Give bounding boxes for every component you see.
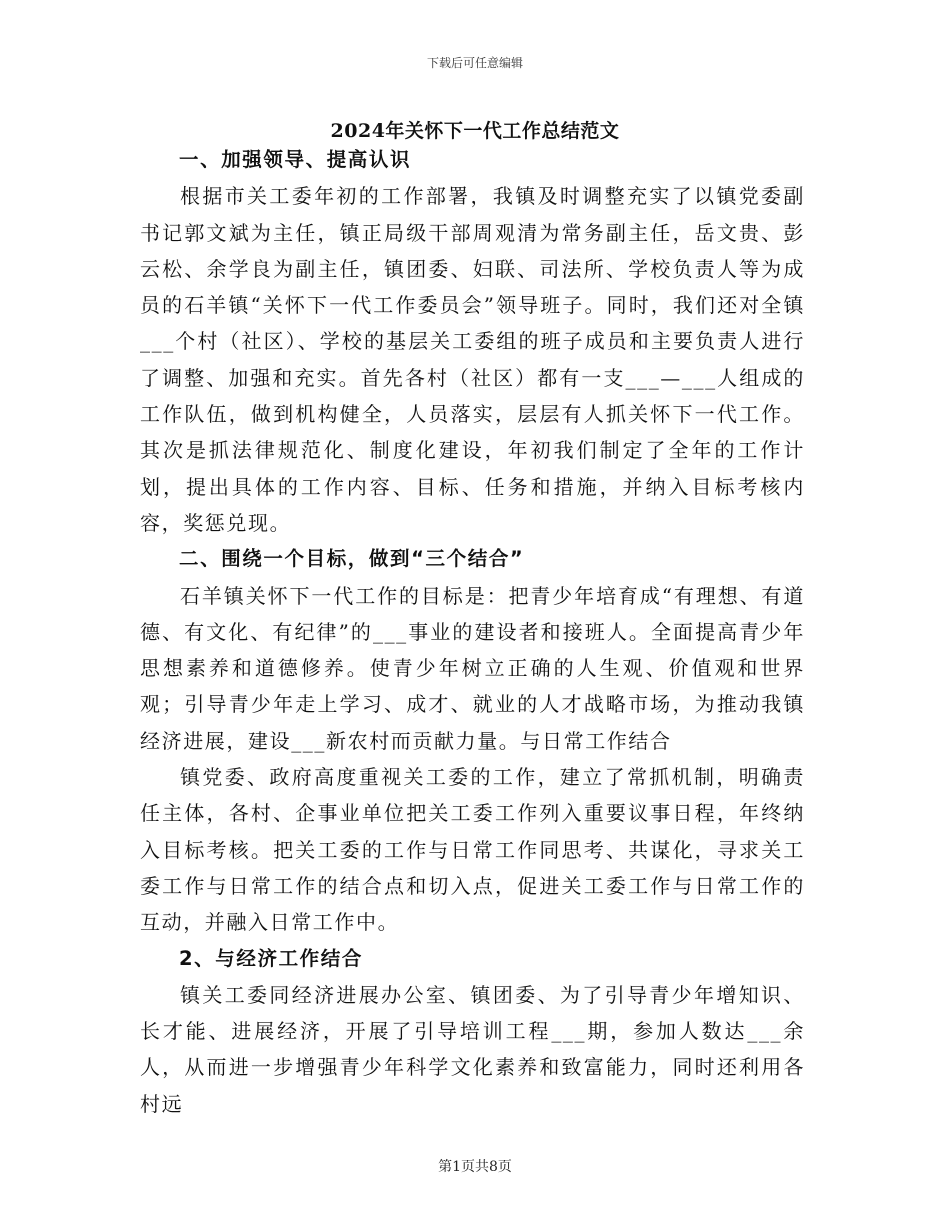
paragraph-3: 镇党委、政府高度重视关工委的工作，建立了常抓机制，明确责任主体，各村、企事业单位把关工委工作列入重要议事日程，年终纳入目标考核。把关工委的工作与日常工作同思考、共谋化，寻求关工委工作与日常工作的结合点和切入点，促进关工委工作与日常工作的互动，并融入日常工作中。 xyxy=(140,765,805,935)
section-heading-2: 二、围绕一个目标，做到“三个结合” xyxy=(179,547,525,571)
paragraph-4: 镇关工委同经济进展办公室、镇团委、为了引导青少年增知识、长才能、进展经济，开展了引导培训工程___期，参加人数达___余人，从而进一步增强青少年科学文化素养和致富能力，同时还利用各村远 xyxy=(140,982,805,1116)
document-title: 2024年关怀下一代工作总结范文 xyxy=(330,120,620,142)
page-header-note: 下载后可任意编辑 xyxy=(426,56,523,70)
section-heading-3: 2、与经济工作结合 xyxy=(179,946,363,970)
page-number-footer: 第1页共8页 xyxy=(438,1159,512,1175)
paragraph-2: 石羊镇关怀下一代工作的目标是：把青少年培育成“有理想、有道德、有文化、有纪律”的___事业的建设者和接班人。全面提高青少年思想素养和道德修养。使青少年树立正确的人生观、价值观和世界观；引导青少年走上学习、成才、就业的人才战略市场，为推动我镇经济进展，建设___新农村而贡献力量。与日常工作结合 xyxy=(140,583,805,753)
paragraph-1: 根据市关工委年初的工作部署，我镇及时调整充实了以镇党委副书记郭文斌为主任，镇正局级干部周观清为常务副主任，岳文贵、彭云松、余学良为副主任，镇团委、妇联、司法所、学校负责人等为成员的石羊镇“关怀下一代工作委员会”领导班子。同时，我们还对全镇___个村（社区）、学校的基层关工委组的班子成员和主要负责人进行了调整、加强和充实。首先各村（社区）都有一支___—___人组成的工作队伍，做到机构健全，人员落实，层层有人抓关怀下一代工作。其次是抓法律规范化、制度化建设，年初我们制定了全年的工作计划，提出具体的工作内容、目标、任务和措施，并纳入目标考核内容，奖惩兑现。 xyxy=(140,184,805,535)
document-body xyxy=(140,142,805,1122)
section-heading-1: 一、加强领导、提高认识 xyxy=(179,148,412,171)
